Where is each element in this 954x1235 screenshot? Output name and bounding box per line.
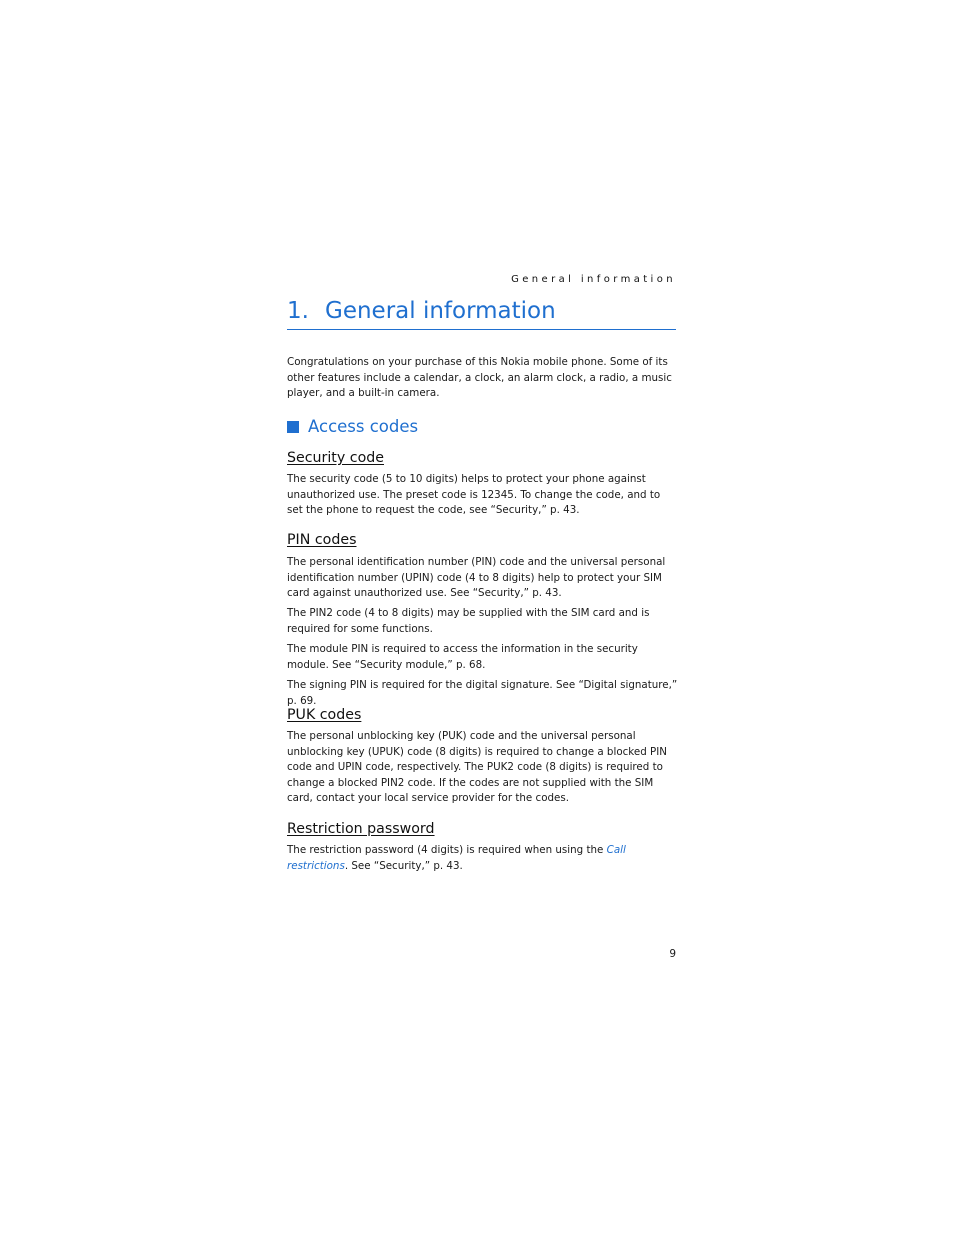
puk-codes-text: The personal unblocking key (PUK) code and the universal personal unblocking key (UPUK) code (8 digits) is required to change a blocked PIN code and UPIN code, respectively. The PUK2 code (8 digits) is required to change a blocked PIN2 code. If the codes are not supplied with the SIM card, contact your local service provider for the codes. [287,730,667,805]
puk-codes-heading: PUK codes [287,707,362,723]
security-code-text: The security code (5 to 10 digits) helps to protect your phone against unauthorized use. The preset code is 12345. To change the code, and to set the phone to request the code, see “Security,” p. 43. [287,473,661,517]
intro-paragraph: Congratulations on your purchase of this Nokia mobile phone. Some of its other features include a calendar, a clock, an alarm clock, a radio, a music player, and a built-in camera. [287,356,672,400]
chapter-number: 1. [287,298,309,324]
section-title: Access codes [308,417,419,436]
restriction-text-before: The restriction password (4 digits) is required when using the [287,844,607,856]
restriction-password-text [287,843,679,874]
pin-codes-paragraph-1: The personal identification number (PIN) code and the universal personal identification number (UPIN) code (4 to 8 digits) help to protect your SIM card against unauthorized use. See “Security,” p. 43. [287,556,666,600]
pin-codes-paragraph-3: The module PIN is required to access the information in the security module. See “Security module,” p. 68. [287,643,638,671]
running-header: General information [511,274,676,285]
pin-codes-heading: PIN codes [287,532,357,548]
security-code-heading: Security code [287,450,384,466]
restriction-password-heading: Restriction password [287,821,435,837]
section-heading [287,416,418,438]
page-number: 9 [669,948,676,960]
pin-codes-paragraph-2: The PIN2 code (4 to 8 digits) may be supplied with the SIM card and is required for some functions. [287,607,650,635]
square-bullet-icon [287,421,299,433]
restriction-text-after: . See “Security,” p. 43. [344,859,463,872]
chapter-title [287,296,676,330]
call-restrictions-link[interactable]: Call restrictions [287,844,626,872]
pin-codes-paragraph-4: The signing PIN is required for the digital signature. See “Digital signature,” p. 69. [287,679,678,707]
chapter-title-text: General information [325,298,556,324]
